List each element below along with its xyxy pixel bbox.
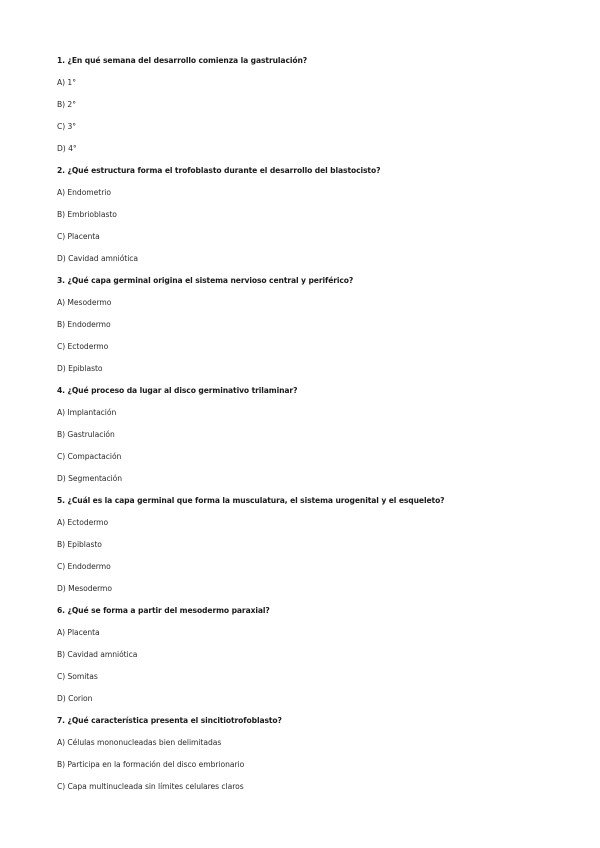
answer-option-b: B) Cavidad amniótica <box>57 650 138 659</box>
question-title: 1. ¿En qué semana del desarrollo comienza la gastrulación? <box>57 56 308 65</box>
answer-option-b: B) 2° <box>57 100 76 109</box>
answer-option-c: C) Endodermo <box>57 562 111 571</box>
answer-option-d: D) Segmentación <box>57 474 123 483</box>
question-3 <box>57 275 557 375</box>
answer-option-c: C) Somitas <box>57 672 98 681</box>
question-title: 2. ¿Qué estructura forma el trofoblasto durante el desarrollo del blastocisto? <box>57 166 381 175</box>
question-title: 7. ¿Qué característica presenta el sincitiotrofoblasto? <box>57 716 282 725</box>
answer-option-b: B) Embrioblasto <box>57 210 117 219</box>
question-5 <box>57 495 557 595</box>
answer-option-d: D) Cavidad amniótica <box>57 254 139 263</box>
answer-option-c: C) 3° <box>57 122 77 131</box>
answer-option-a: A) Células mononucleadas bien delimitadas <box>57 738 222 747</box>
question-4 <box>57 385 557 485</box>
question-1 <box>57 55 557 155</box>
answer-option-d: D) Epiblasto <box>57 364 103 373</box>
answer-option-c: C) Placenta <box>57 232 100 241</box>
answer-option-b: B) Epiblasto <box>57 540 102 549</box>
question-title: 3. ¿Qué capa germinal origina el sistema nervioso central y periférico? <box>57 276 354 285</box>
quiz-list <box>57 55 557 803</box>
answer-option-a: A) Ectodermo <box>57 518 109 527</box>
answer-option-d: D) 4° <box>57 144 77 153</box>
answer-option-b: B) Gastrulación <box>57 430 115 439</box>
question-2 <box>57 165 557 265</box>
question-title: 6. ¿Qué se forma a partir del mesodermo paraxial? <box>57 606 270 615</box>
question-title: 4. ¿Qué proceso da lugar al disco germinativo trilaminar? <box>57 386 298 395</box>
answer-option-a: A) Placenta <box>57 628 100 637</box>
answer-option-b: B) Endodermo <box>57 320 111 329</box>
answer-option-d: D) Mesodermo <box>57 584 112 593</box>
answer-option-d: D) Corion <box>57 694 93 703</box>
question-title: 5. ¿Cuál es la capa germinal que forma la musculatura, el sistema urogenital y el esqueleto? <box>57 496 445 505</box>
question-7 <box>57 715 557 793</box>
answer-option-a: A) Endometrio <box>57 188 111 197</box>
answer-option-c: C) Capa multinucleada sin límites celulares claros <box>57 782 244 791</box>
answer-option-c: C) Ectodermo <box>57 342 109 351</box>
answer-option-b: B) Participa en la formación del disco embrionario <box>57 760 245 769</box>
question-6 <box>57 605 557 705</box>
answer-option-a: A) Implantación <box>57 408 117 417</box>
answer-option-c: C) Compactación <box>57 452 122 461</box>
answer-option-a: A) Mesodermo <box>57 298 112 307</box>
answer-option-a: A) 1° <box>57 78 76 87</box>
